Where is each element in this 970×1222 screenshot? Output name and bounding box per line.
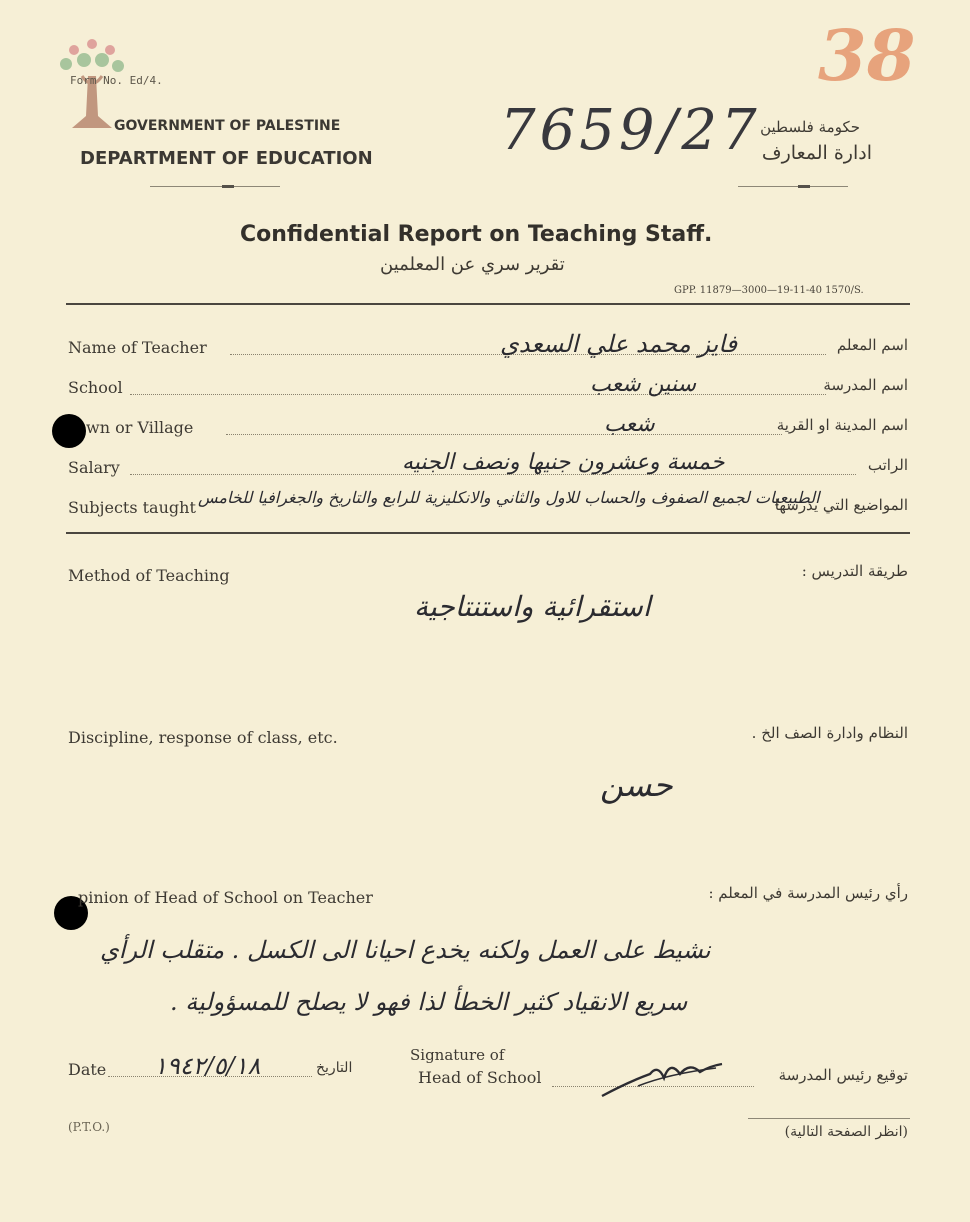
department-title-ar: ادارة المعارف (761, 142, 872, 164)
file-number: 7659/27 (500, 98, 761, 163)
pto-label-en: (P.T.O.) (68, 1120, 110, 1134)
salary-value: خمسة وعشرون جنيها ونصف الجنيه (402, 450, 725, 475)
header-divider-left (150, 186, 280, 187)
title-rule (66, 303, 910, 305)
discipline-value: حسن (600, 766, 673, 804)
date-value: ١٩٤٢/٥/١٨ (154, 1052, 261, 1080)
report-title-en: Confidential Report on Teaching Staff. (240, 222, 713, 247)
form-number: Form No. Ed/4. (70, 74, 163, 87)
page-number: 38 (818, 14, 916, 97)
salary-label-en: Salary (68, 458, 120, 477)
town-label-ar: اسم المدينة او القرية (776, 416, 908, 434)
head-of-school-signature (598, 1052, 728, 1102)
discipline-label-en: Discipline, response of class, etc. (68, 728, 338, 747)
date-label-ar: التاريخ (316, 1060, 353, 1076)
discipline-label-ar: النظام وادارة الصف الخ . (751, 724, 908, 742)
method-value: استقرائية واستنتاجية (414, 590, 651, 623)
punch-hole-top (52, 414, 86, 448)
fields-rule (66, 532, 910, 534)
school-dotted-line (130, 394, 826, 395)
header-divider-right (738, 186, 848, 187)
government-title-ar: حكومة فلسطين (760, 118, 860, 136)
pto-rule (748, 1118, 910, 1119)
signature-label-ar: توقيع رئيس المدرسة (778, 1066, 908, 1084)
subjects-value: الطبيعيات لجميع الصفوف والحساب للاول والثاني والانكليزية للرابع والتاريخ والجغرافيا للخامس (198, 488, 820, 507)
department-title-en: DEPARTMENT OF EDUCATION (80, 148, 373, 169)
opinion-line-2: سريع الانقياد كثير الخطأ لذا فهو لا يصلح للمسؤولية . (170, 988, 688, 1016)
town-dotted-line (226, 434, 782, 435)
government-title-en: GOVERNMENT OF PALESTINE (114, 118, 341, 134)
name-value: فايز محمد علي السعدي (500, 330, 738, 358)
opinion-label-en: pinion of Head of School on Teacher (78, 888, 373, 907)
report-title-ar: تقرير سري عن المعلمين (380, 254, 565, 275)
town-label-en: wn or Village (86, 418, 194, 437)
opinion-line-1: نشيط على العمل ولكنه يخدع احيانا الى الكسل . متقلب الرأي (100, 936, 711, 964)
school-value: سنين شعب (590, 372, 697, 397)
header-divider-right-mark (798, 185, 810, 188)
opinion-label-ar: رأي رئيس المدرسة في المعلم : (708, 884, 908, 902)
signature-label-line-1: Signature of (410, 1046, 505, 1064)
school-label-en: School (68, 378, 123, 397)
pto-label-ar: (انظر الصفحة التالية) (784, 1124, 908, 1140)
name-label-ar: اسم المعلم (836, 336, 908, 354)
print-reference: GPP. 11879—3000—19-11-40 1570/S. (674, 285, 864, 296)
school-label-ar: اسم المدرسة (823, 376, 908, 394)
salary-label-ar: الراتب (867, 456, 908, 474)
town-value: شعب (604, 412, 655, 437)
method-label-ar: طريقة التدريس : (801, 562, 908, 580)
name-label-en: Name of Teacher (68, 338, 207, 357)
subjects-label-ar: المواضيع التي يدرسها (774, 496, 908, 514)
subjects-label-en: Subjects taught (68, 498, 196, 517)
header-divider-left-mark (222, 185, 234, 188)
method-label-en: Method of Teaching (68, 566, 230, 585)
signature-label-line-2: Head of School (418, 1068, 542, 1087)
date-label-en: Date (68, 1060, 107, 1079)
